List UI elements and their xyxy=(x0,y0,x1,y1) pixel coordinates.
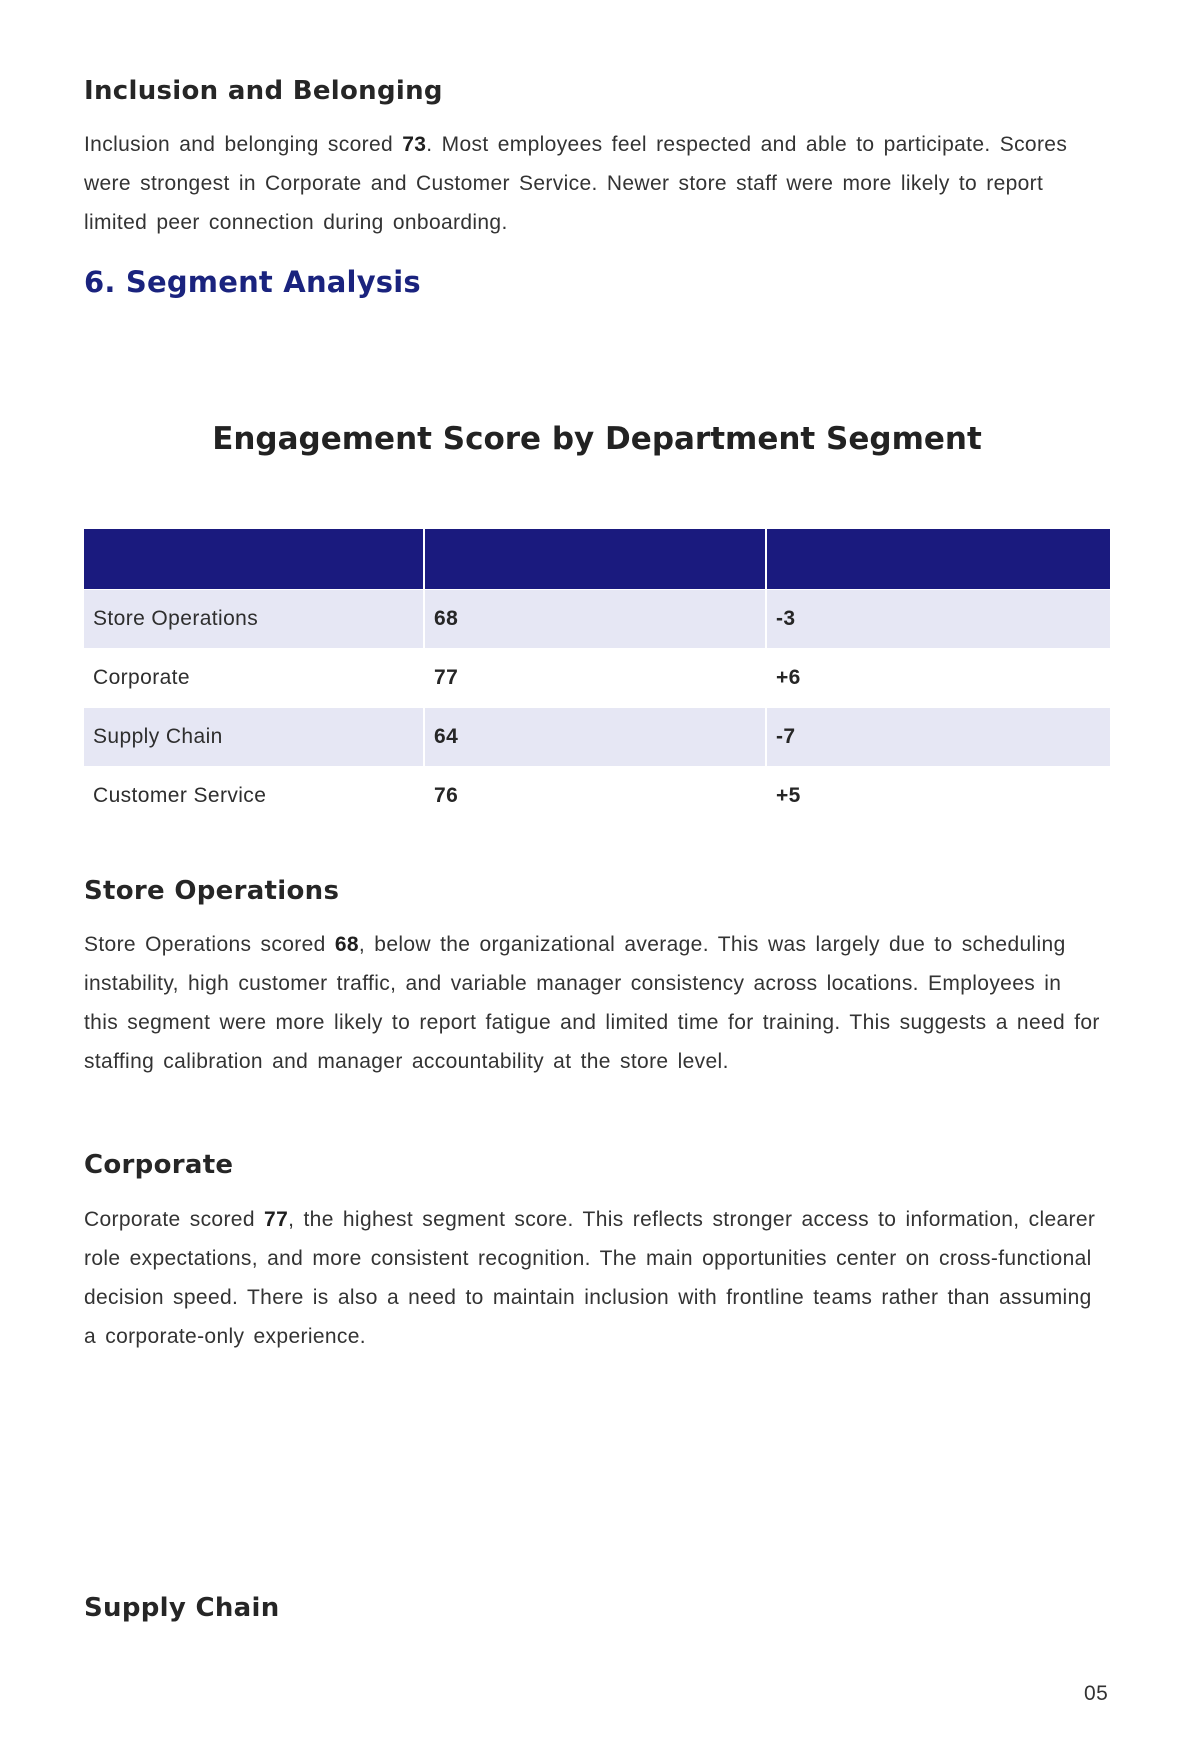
score-cell: 77 xyxy=(424,649,766,708)
change-cell: +5 xyxy=(766,767,1110,826)
score-cell: 76 xyxy=(424,767,766,826)
segment-name-cell: Supply Chain xyxy=(84,708,424,767)
score-cell: 64 xyxy=(424,708,766,767)
change-cell: -7 xyxy=(766,708,1110,767)
section-heading-supply-chain: Supply Chain xyxy=(84,1593,280,1623)
score-value: 68 xyxy=(334,933,359,956)
section-heading-segment-analysis: 6. Segment Analysis xyxy=(84,265,421,299)
paragraph-store-operations xyxy=(84,925,1104,1081)
section-heading-inclusion: Inclusion and Belonging xyxy=(84,76,443,106)
section-heading-store-operations: Store Operations xyxy=(84,876,340,906)
table-row xyxy=(84,590,1110,649)
paragraph-text: , below the organizational average. This was largely due to scheduling instability, high customer traffic, and variable manager consistency across locations. Employees in this segment were more likely to report fatigue and limited time for training. This suggests a need for staffing calibration and manager accountability at the store level. xyxy=(84,933,1100,1073)
table-row xyxy=(84,649,1110,708)
score-cell: 68 xyxy=(424,590,766,649)
score-value: 77 xyxy=(264,1208,289,1231)
table-header-cell xyxy=(84,529,424,590)
section-heading-corporate: Corporate xyxy=(84,1150,234,1180)
segment-table xyxy=(84,529,1110,825)
table-header-cell xyxy=(766,529,1110,590)
paragraph-corporate xyxy=(84,1200,1104,1356)
paragraph-text: Store Operations scored xyxy=(84,933,335,956)
paragraph-text: Corporate scored xyxy=(84,1208,265,1231)
paragraph-inclusion xyxy=(84,125,1104,242)
table-row xyxy=(84,708,1110,767)
paragraph-text: , the highest segment score. This reflects stronger access to information, clearer role expectations, and more consistent recognition. The main opportunities center on cross-functional decision speed. There is also a need to maintain inclusion with frontline teams rather than assuming a corporate-only experience. xyxy=(84,1208,1096,1348)
segment-name-cell: Customer Service xyxy=(84,767,424,826)
paragraph-text: Inclusion and belonging scored xyxy=(84,133,403,156)
score-value: 73 xyxy=(402,133,427,156)
paragraph-text: . Most employees feel respected and able to participate. Scores were strongest in Corporate and Customer Service. Newer store staff were more likely to report limited peer connection during onboarding. xyxy=(84,133,1068,234)
table-title: Engagement Score by Department Segment xyxy=(212,421,982,457)
change-cell: +6 xyxy=(766,649,1110,708)
table-header-row xyxy=(84,529,1110,590)
segment-name-cell: Store Operations xyxy=(84,590,424,649)
change-cell: -3 xyxy=(766,590,1110,649)
table-header-cell xyxy=(424,529,766,590)
page-number: 05 xyxy=(1084,1682,1109,1705)
table-row xyxy=(84,767,1110,826)
segment-name-cell: Corporate xyxy=(84,649,424,708)
